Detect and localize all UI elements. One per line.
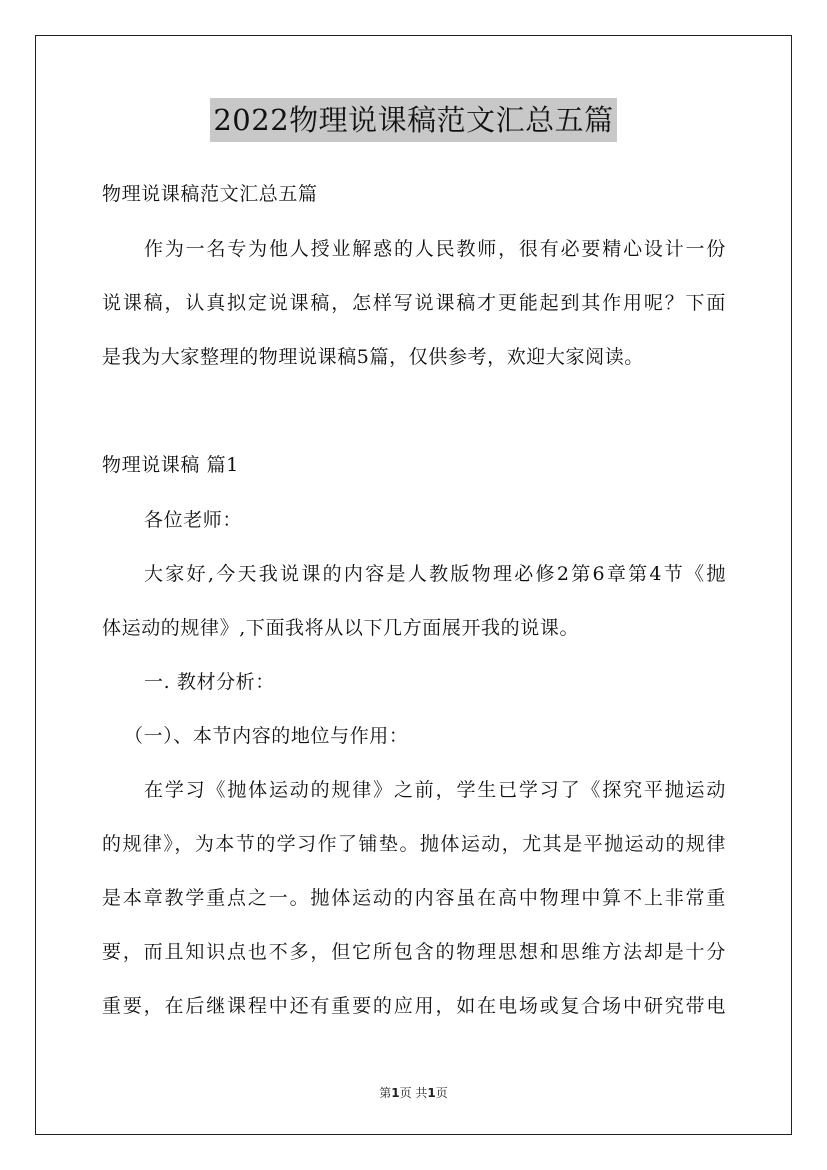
- footer-page-total: 1: [427, 1086, 436, 1100]
- section-heading: 物理说课稿 篇1: [102, 454, 239, 476]
- document-title-text: 2022物理说课稿范文汇总五篇: [210, 98, 616, 142]
- body2-line-1: 在学习《抛体运动的规律》之前，学生已学习了《探究平抛运动: [144, 779, 726, 801]
- body1-line-2: 体运动的规律》,下面我将从以下几方面展开我的说课。: [102, 617, 580, 639]
- footer-page-number: 1: [391, 1086, 400, 1100]
- intro-line-1: 作为一名专为他人授业解惑的人民教师，很有必要精心设计一份: [144, 238, 726, 260]
- body2-line-3: 是本章教学重点之一。抛体运动的内容虽在高中物理中算不上非常重: [102, 887, 726, 909]
- intro-line-2: 说课稿，认真拟定说课稿，怎样写说课稿才更能起到其作用呢？下面: [102, 292, 726, 314]
- intro-line-3: 是我为大家整理的物理说课稿5篇，仅供参考，欢迎大家阅读。: [102, 346, 644, 368]
- greeting: 各位老师：: [144, 509, 243, 531]
- page-footer: [0, 1084, 827, 1101]
- point-heading: 一. 教材分析：: [144, 671, 275, 693]
- body2-line-4: 要，而且知识点也不多，但它所包含的物理思想和思维方法却是十分: [102, 941, 726, 963]
- body2-line-5: 重要，在后继课程中还有重要的应用，如在电场或复合场中研究带电: [102, 995, 726, 1017]
- body1-line-1: 大家好,今天我说课的内容是人教版物理必修2第6章第4节《抛: [144, 563, 726, 585]
- footer-suffix: 页: [435, 1086, 448, 1100]
- subtitle: 物理说课稿范文汇总五篇: [102, 183, 318, 205]
- footer-prefix: 第: [379, 1086, 392, 1100]
- footer-mid: 页 共: [399, 1086, 428, 1100]
- document-title: [0, 98, 827, 142]
- body2-line-2: 的规律》，为本节的学习作了铺垫。抛体运动，尤其是平抛运动的规律: [102, 833, 726, 855]
- point-subheading: （一）、本节内容的地位与作用：: [124, 725, 409, 747]
